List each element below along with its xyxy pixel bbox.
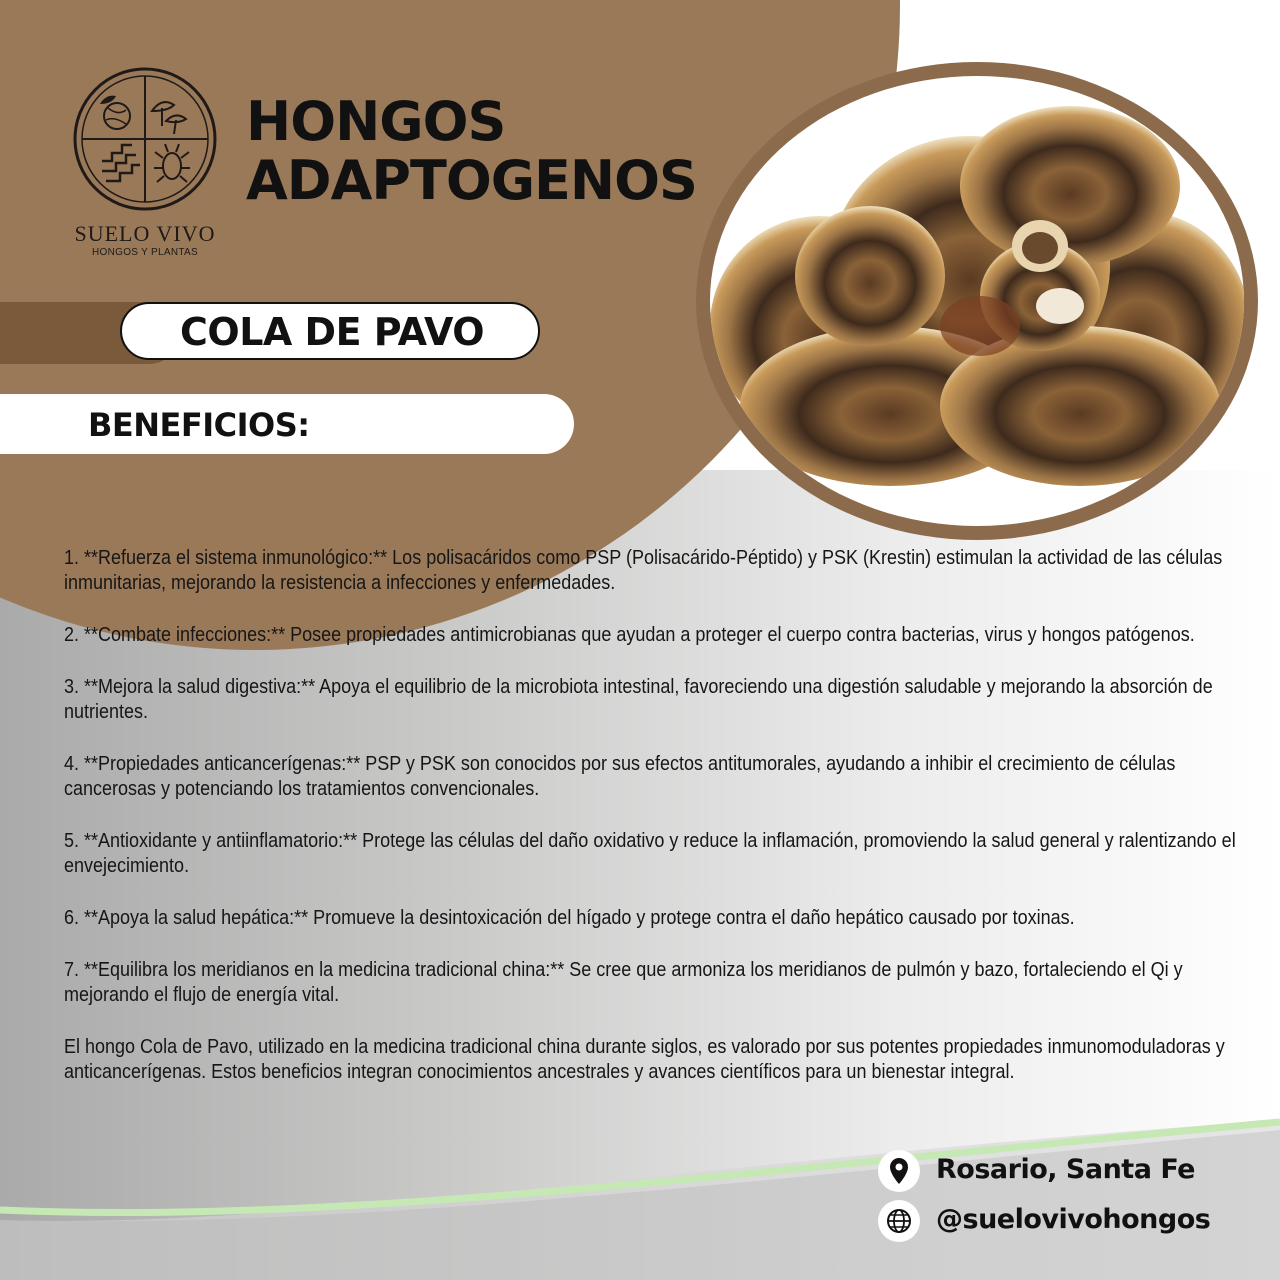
map-pin-icon bbox=[878, 1150, 920, 1192]
suelo-vivo-logo bbox=[72, 66, 218, 212]
page-title bbox=[246, 92, 716, 210]
location-text: Rosario, Santa Fe bbox=[936, 1154, 1195, 1185]
summary-text: El hongo Cola de Pavo, utilizado en la medicina tradicional china durante siglos, es valorado por sus potentes propiedades inmunomoduladoras y anticancerígenas. Estos beneficios integran conocimientos ancestrales y avances científicos para un bienestar integral. bbox=[64, 1036, 1225, 1083]
mushroom-photo bbox=[710, 76, 1244, 526]
brand-block bbox=[60, 222, 230, 260]
benefit-item-1: 1. **Refuerza el sistema inmunológico:** Los polisacáridos como PSP (Polisacárido-Péptido) y PSK (Krestin) estimulan la actividad de las células inmunitarias, mejorando la resistencia a infecciones y enfermedades. bbox=[64, 547, 1223, 594]
title-line-2: ADAPTOGENOS bbox=[246, 149, 697, 212]
mushroom-name-pill bbox=[120, 302, 540, 360]
mushroom-photo-frame bbox=[696, 62, 1258, 540]
benefit-item-7: 7. **Equilibra los meridianos en la medicina tradicional china:** Se cree que armoniza los meridianos de pulmón y bazo, fortaleciendo el Qi y mejorando el flujo de energía vital. bbox=[64, 959, 1183, 1006]
benefit-item-4: 4. **Propiedades anticancerígenas:** PSP y PSK son conocidos por sus efectos antitumorales, ayudando a inhibir el crecimiento de células cancerosas y potenciando los tratamientos convencionales. bbox=[64, 753, 1176, 800]
title-line-1: HONGOS bbox=[246, 90, 506, 153]
benefit-item-2: 2. **Combate infecciones:** Posee propiedades antimicrobianas que ayudan a proteger el cuerpo contra bacterias, virus y hongos patógenos. bbox=[64, 624, 1195, 646]
social-handle[interactable]: @suelovivohongos bbox=[936, 1204, 1211, 1235]
benefit-item-5: 5. **Antioxidante y antiinflamatorio:** Protege las células del daño oxidativo y reduce la inflamación, promoviendo la salud general y ralentizando el envejecimiento. bbox=[64, 830, 1236, 877]
globe-icon bbox=[878, 1200, 920, 1242]
benefit-item-3: 3. **Mejora la salud digestiva:** Apoya el equilibrio de la microbiota intestinal, favoreciendo una digestión saludable y mejorando la absorción de nutrientes. bbox=[64, 676, 1213, 723]
benefit-item-6: 6. **Apoya la salud hepática:** Promueve la desintoxicación del hígado y protege contra el daño hepático causado por toxinas. bbox=[64, 907, 1075, 929]
benefits-label-pill bbox=[0, 394, 574, 454]
benefits-label: BENEFICIOS: bbox=[88, 406, 310, 444]
benefits-list bbox=[64, 546, 1244, 1112]
brand-name: SUELO VIVO bbox=[74, 221, 216, 246]
brand-tagline: HONGOS Y PLANTAS bbox=[92, 247, 198, 258]
mushroom-name: COLA DE PAVO bbox=[180, 310, 485, 354]
